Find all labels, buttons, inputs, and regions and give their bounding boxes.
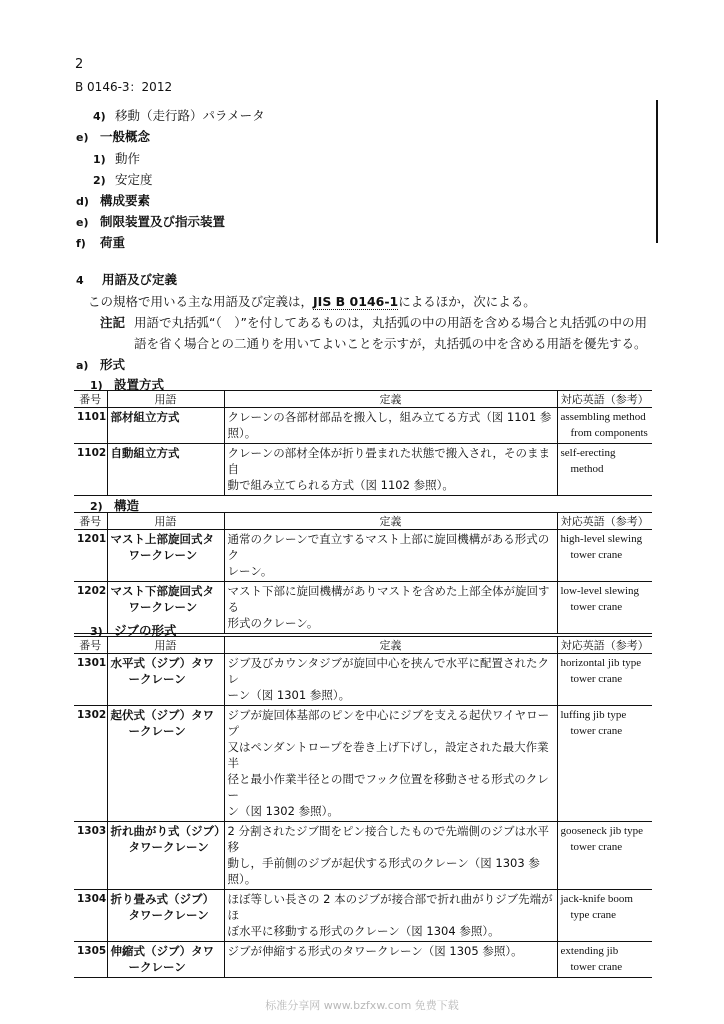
table-row: 1101 部材組立方式 クレーンの各部材部品を搬入し，組み立てる方式（図 1101 参照）。 assembling method from components [74,408,652,444]
outline-item: 4) 移動（走行路）パラメータ [93,108,265,123]
table-row: 1102 自動組立方式 クレーンの部材全体が折り畳まれた状態で搬入され，そのまま自 動で組み立てられる方式（図 1102 参照）。 self-erecting method [74,444,652,496]
table-row: 1201 マスト上部旋回式タ ワークレーン 通常のクレーンで直立するマスト上部に旋回機構がある形式のク レーン。 high-level slewing tower crane [74,530,652,582]
footer-watermark: 标准分享网 www.bzfxw.com 免费下载 [265,999,459,1012]
table-row: 1202 マスト下部旋回式タ ワークレーン マスト下部に旋回機構がありマストを含めた上部全体が旋回する 形式のクレーン。 low-level slewing tower crane [74,582,652,634]
col-header-number: 番号 [74,391,107,408]
table-title: 2) 構造 [90,498,140,513]
outline-item: 1) 動作 [93,151,141,166]
note-line: 語を省く場合との二通りを用いてよいことを示すが，丸括弧の中を含める用語を優先する。 [134,336,647,351]
col-header-english: 対応英語（参考） [557,391,652,408]
page-number: 2 [75,57,84,72]
outline-item: e) 制限装置及び指示装置 [76,214,226,229]
terms-table [74,512,652,634]
table-header-row: 番号 用語 定義 対応英語（参考） [74,637,652,654]
outline-item: f) 荷重 [76,235,126,250]
table-title: 1) 設置方式 [90,377,165,392]
table-header-row [74,391,652,408]
table-row: 1301 水平式（ジブ）タワ ークレーン ジブ及びカウンタジブが旋回中心を挟んで水平に配置されたクレ ーン（図 1301 参照）。 horizontal jib type tower crane [74,654,652,706]
jis-reference: JIS B 0146-1 [313,294,399,309]
outline-item: 2) 安定度 [93,172,153,187]
table-row: 1303 折れ曲がり式（ジブ） タワークレーン 2 分割されたジブ間をピン接合したもので先端側のジブは水平移 動し，手前側のジブが起伏する形式のクレーン（図 1303 参照）。 gooseneck jib type tower crane [74,822,652,890]
table-row: 1305 伸縮式（ジブ）タワ ークレーン ジブが伸縮する形式のタワークレーン（図 1305 参照）。 extending jib tower crane [74,942,652,978]
terms-table [74,390,652,496]
table-row: 1302 起伏式（ジブ）タワ ークレーン ジブが旋回体基部のピンを中心にジブを支える起伏ワイヤロープ 又はペンダントロープを巻き上げ下げし，設定された最大作業半 径と最小作業半径との間でフック位置を移動させる形式のクレー ン（図 1302 参照）。 luffing jib type tower crane [74,706,652,822]
note-label: 注記 [100,315,126,330]
section-intro: この規格で用いる主な用語及び定義は，JIS B 0146-1によるほか，次による。 [88,294,536,309]
document-id: B 0146-3：2012 [75,80,173,94]
table-row: 1304 折り畳み式（ジブ） タワークレーン ほぼ等しい長さの 2 本のジブが接合部で折れ曲がりジブ先端がほ ぼ水平に移動する形式のクレーン（図 1304 参照）。 jack-knife boom type crane [74,890,652,942]
note-line: 注記 用語で丸括弧“（ ）”を付してあるものは，丸括弧の中の用語を含める場合と丸括弧の中の用 [100,315,647,330]
table-header-row: 番号 用語 定義 対応英語（参考） [74,513,652,530]
section-heading: 4 用語及び定義 [76,272,178,287]
outline-item: d) 構成要素 [76,193,151,208]
revision-bar [656,100,658,243]
outline-item: e) 一般概念 [76,129,151,144]
col-header-term: 用語 [107,391,224,408]
terms-table [74,636,652,978]
table-title: 3) ジブの形式 [90,623,177,638]
subsection-heading: a) 形式 [76,357,126,372]
col-header-definition: 定義 [224,391,557,408]
